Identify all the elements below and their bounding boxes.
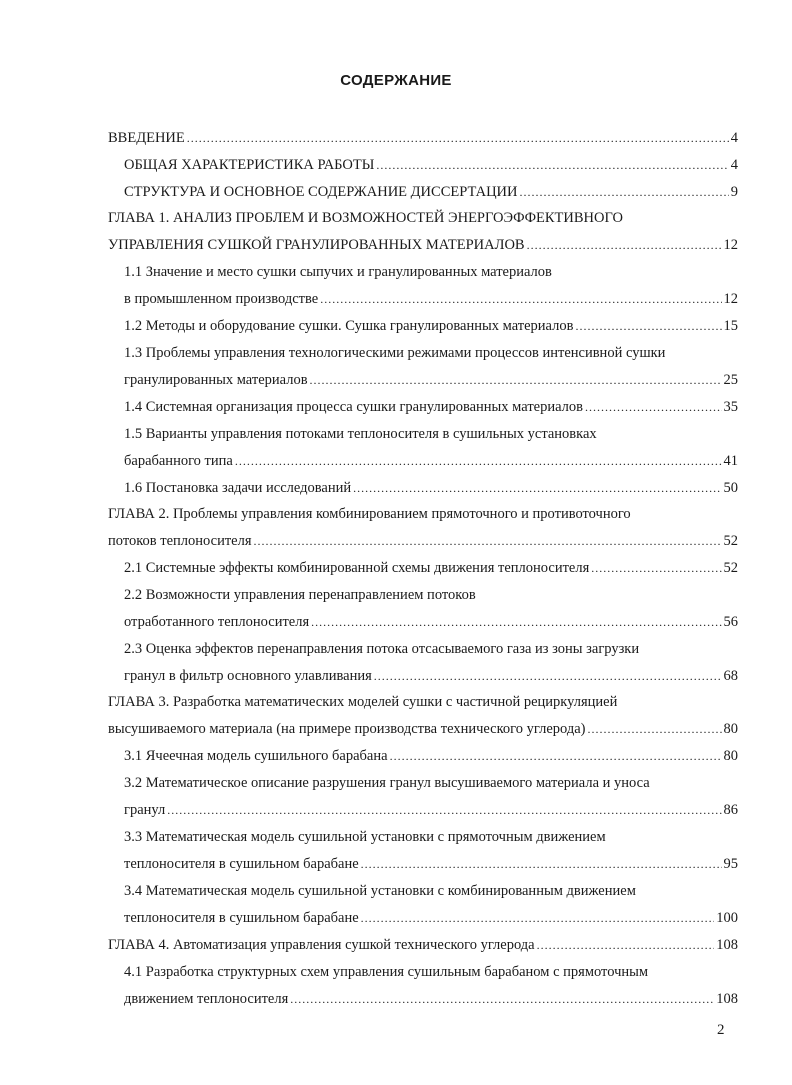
- toc-entry-text: отработанного теплоносителя: [124, 614, 310, 630]
- toc-entry-3-2-line1: 3.2 Математическое описание разрушения гранул высушиваемого материала и уноса: [124, 775, 650, 791]
- toc-entry-page: 108: [716, 991, 738, 1007]
- toc-entry-page: 80: [723, 748, 738, 764]
- toc-entry-structure: [124, 182, 738, 202]
- toc-entry-1-1-line1: 1.1 Значение и место сушки сыпучих и гранулированных материалов: [124, 264, 552, 280]
- toc-entry-text: гранул: [124, 802, 166, 818]
- toc-entry-3-3: [124, 854, 738, 874]
- toc-entry-1-6: [124, 478, 738, 498]
- toc-entry-chapter-2-line1: ГЛАВА 2. Проблемы управления комбинированием прямоточного и противоточного: [108, 506, 631, 522]
- toc-entry-general-characteristics: [124, 155, 738, 175]
- toc-entry-2-1: [124, 558, 738, 578]
- toc-entry-text: движением теплоносителя: [124, 991, 289, 1007]
- toc-entry-text: высушиваемого материала (на примере производства технического углерода): [108, 721, 586, 737]
- toc-entry-4-1-line1: 4.1 Разработка структурных схем управления сушильным барабаном с прямоточным: [124, 964, 649, 980]
- toc-entry-3-4-line1: 3.4 Математическая модель сушильной установки с комбинированным движением: [124, 883, 636, 899]
- toc-entry-text: СТРУКТУРА И ОСНОВНОЕ СОДЕРЖАНИЕ ДИССЕРТАЦИИ: [124, 184, 518, 200]
- toc-entry-chapter-1-line1: ГЛАВА 1. АНАЛИЗ ПРОБЛЕМ И ВОЗМОЖНОСТЕЙ ЭНЕРГОЭФФЕКТИВНОГО: [108, 210, 623, 226]
- toc-entry-page: 108: [716, 937, 738, 953]
- toc-entry-1-1: [124, 289, 738, 309]
- toc-entry-3-2: [124, 800, 738, 820]
- toc-entry-page: 68: [723, 668, 738, 684]
- leader-dots: [361, 854, 722, 874]
- toc-entry-page: 4: [730, 130, 738, 146]
- toc-entry-text: в промышленном производстве: [124, 291, 319, 307]
- toc-entry-text: 1.4 Системная организация процесса сушки гранулированных материалов: [124, 399, 583, 415]
- toc-entry-page: 100: [716, 910, 738, 926]
- toc-entry-text: ГЛАВА 4. Автоматизация управления сушкой технического углерода: [108, 937, 535, 953]
- toc-entry-chapter-3-line1: ГЛАВА 3. Разработка математических моделей сушки с частичной рециркуляцией: [108, 694, 618, 710]
- leader-dots: [520, 182, 729, 202]
- toc-entry-page: 25: [723, 372, 738, 388]
- leader-dots: [537, 935, 715, 955]
- toc-entry-text: гранулированных материалов: [124, 372, 308, 388]
- toc-entry-1-5: [124, 451, 738, 471]
- toc-entry-2-2-line1: 2.2 Возможности управления перенаправлением потоков: [124, 587, 476, 603]
- toc-entry-page: 52: [723, 560, 738, 576]
- toc-entry-text: 1.2 Методы и оборудование сушки. Сушка гранулированных материалов: [124, 318, 574, 334]
- toc-entry-page: 95: [723, 856, 738, 872]
- toc-entry-chapter-1: [108, 235, 738, 255]
- toc-entry-3-4: [124, 908, 738, 928]
- leader-dots: [290, 989, 714, 1009]
- leader-dots: [527, 235, 722, 255]
- toc-entry-page: 15: [723, 318, 738, 334]
- toc-entry-text: 3.1 Ячеечная модель сушильного барабана: [124, 748, 388, 764]
- leader-dots: [575, 316, 721, 336]
- leader-dots: [311, 612, 721, 632]
- toc-entry-1-5-line1: 1.5 Варианты управления потоками теплоносителя в сушильных установках: [124, 426, 597, 442]
- toc-entry-1-4: [124, 397, 738, 417]
- toc-entry-text: теплоносителя в сушильном барабане: [124, 856, 359, 872]
- toc-entry-page: 86: [723, 802, 738, 818]
- toc-entry-text: теплоносителя в сушильном барабане: [124, 910, 359, 926]
- toc-entry-page: 12: [723, 291, 738, 307]
- leader-dots: [588, 719, 722, 739]
- toc-entry-2-2: [124, 612, 738, 632]
- toc-entry-page: 35: [723, 399, 738, 415]
- leader-dots: [235, 451, 722, 471]
- leader-dots: [167, 800, 721, 820]
- toc-entry-page: 56: [723, 614, 738, 630]
- leader-dots: [361, 908, 715, 928]
- toc-entry-2-3: [124, 666, 738, 686]
- page-title: СОДЕРЖАНИЕ: [340, 72, 452, 89]
- toc-entry-text: 2.1 Системные эффекты комбинированной схемы движения теплоносителя: [124, 560, 590, 576]
- toc-entry-1-3: [124, 370, 738, 390]
- toc-entry-page: 12: [723, 237, 738, 253]
- toc-entry-chapter-3: [108, 719, 738, 739]
- toc-entry-1-2: [124, 316, 738, 336]
- toc-entry-chapter-4: [108, 935, 738, 955]
- toc-entry-text: ВВЕДЕНИЕ: [108, 130, 185, 146]
- leader-dots: [254, 531, 722, 551]
- leader-dots: [353, 478, 721, 498]
- toc-entry-page: 9: [730, 184, 738, 200]
- toc-entry-introduction: [108, 128, 738, 148]
- toc-entry-text: барабанного типа: [124, 453, 233, 469]
- toc-entry-text: потоков теплоносителя: [108, 533, 252, 549]
- leader-dots: [187, 128, 729, 148]
- leader-dots: [374, 666, 722, 686]
- toc-entry-page: 4: [730, 157, 738, 173]
- toc-entry-page: 41: [723, 453, 738, 469]
- toc-entry-2-3-line1: 2.3 Оценка эффектов перенаправления потока отсасываемого газа из зоны загрузки: [124, 641, 640, 657]
- leader-dots: [310, 370, 722, 390]
- toc-entry-chapter-2: [108, 531, 738, 551]
- toc-entry-page: 50: [723, 480, 738, 496]
- toc-entry-1-3-line1: 1.3 Проблемы управления технологическими режимами процессов интенсивной сушки: [124, 345, 666, 361]
- toc-entry-text: ОБЩАЯ ХАРАКТЕРИСТИКА РАБОТЫ: [124, 157, 375, 173]
- toc-entry-page: 80: [723, 721, 738, 737]
- toc-entry-text: гранул в фильтр основного улавливания: [124, 668, 372, 684]
- leader-dots: [585, 397, 722, 417]
- page-number: 2: [717, 1022, 725, 1038]
- leader-dots: [376, 155, 728, 175]
- toc-entry-page: 52: [723, 533, 738, 549]
- leader-dots: [390, 746, 722, 766]
- leader-dots: [591, 558, 721, 578]
- toc-entry-text: УПРАВЛЕНИЯ СУШКОЙ ГРАНУЛИРОВАННЫХ МАТЕРИАЛОВ: [108, 237, 525, 253]
- toc-entry-text: 1.6 Постановка задачи исследований: [124, 480, 352, 496]
- toc-entry-3-3-line1: 3.3 Математическая модель сушильной установки с прямоточным движением: [124, 829, 606, 845]
- toc-entry-4-1: [124, 989, 738, 1009]
- toc-entry-3-1: [124, 746, 738, 766]
- leader-dots: [320, 289, 721, 309]
